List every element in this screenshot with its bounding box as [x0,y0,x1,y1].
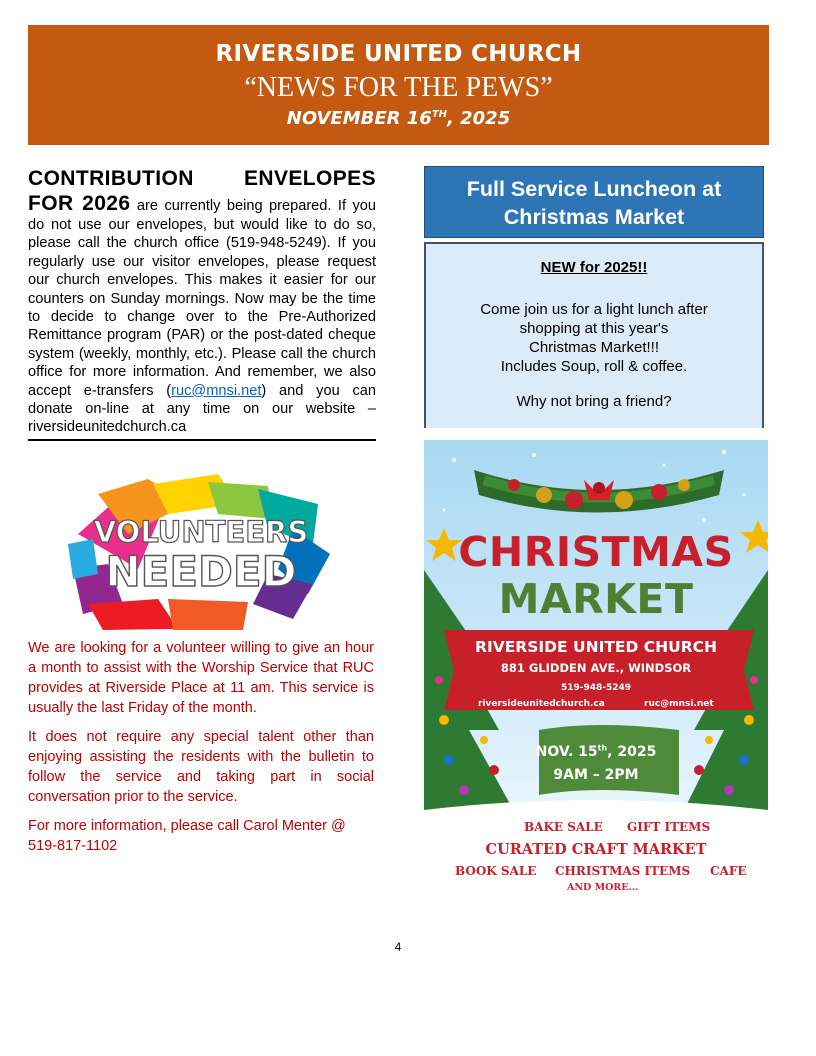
new-label: NEW for 2025!! [540,259,648,276]
volunteer-contact: For more information, please call Carol Menter @ 519-817-1102 [28,818,346,854]
page-number: 4 [394,940,402,954]
newsletter-title: “NEWS FOR THE PEWS” [244,72,553,103]
newsletter-date: NOVEMBER 16TH, 2025 [286,108,511,129]
newsletter-header [28,25,769,145]
luncheon-box [424,242,764,428]
green-date-banner [539,725,679,795]
volunteers-needed-image [68,474,334,632]
luncheon-banner [424,166,764,238]
luncheon-line: Come join us for a light lunch after [480,301,708,318]
poster-item-cafe: CAFE [710,864,747,878]
luncheon-body [436,300,752,376]
poster-item-bake-sale: BAKE SALE [524,820,603,834]
luncheon-banner-line1: Full Service Luncheon at [466,177,722,201]
volunteer-paragraph-2: It does not require any special talent other than enjoying assisting the residents with the bulletin to follow the service and taking part in social conversation prior to the service. [28,729,374,805]
luncheon-banner-line2: Christmas Market [503,205,685,229]
luncheon-line: Christmas Market!!! [528,339,660,356]
luncheon-line: Includes Soup, roll & coffee. [500,358,688,375]
poster-date: NOV. 15th, 2025 [535,743,657,760]
christmas-market-poster [424,440,768,918]
poster-church-name: RIVERSIDE UNITED CHURCH [475,638,717,656]
email-link[interactable]: ruc@mnsi.net [171,382,262,399]
poster-email: ruc@mnsi.net [644,699,714,709]
poster-item-book-sale: BOOK SALE [455,864,537,878]
poster-item-craft-market: CURATED CRAFT MARKET [485,841,707,858]
contribution-text-end: ) and you can donate on-line at any time on our website – riversideunitedchurch.ca [28,382,376,436]
volunteers-text: VOLUNTEERS [93,515,309,549]
luncheon-closing: Why not bring a friend? [516,393,672,410]
poster-title-market: MARKET [498,575,694,623]
snow-ground [424,800,768,918]
luncheon-notice [424,166,764,428]
contribution-heading: CONTRIBUTION ENVELOPES FOR 2026 [28,167,376,215]
contribution-envelopes-article [28,166,376,441]
poster-time: 9AM – 2PM [553,767,639,783]
church-name: RIVERSIDE UNITED CHURCH [215,41,582,67]
needed-text: NEEDED [105,547,297,596]
poster-item-christmas-items: CHRISTMAS ITEMS [555,864,691,878]
volunteer-request-article [28,638,374,865]
volunteer-paragraph-1: We are looking for a volunteer willing to give an hour a month to assist with the Worship Service that RUC provides at Riverside Place at 11 am. This service is usually the last Friday of the month. [28,640,374,716]
poster-website: riversideunitedchurch.ca [478,699,605,709]
luncheon-line: shopping at this year's [519,320,669,337]
poster-address: 881 GLIDDEN AVE., WINDSOR [500,661,692,675]
poster-item-and-more: AND MORE... [567,882,639,893]
poster-item-gift-items: GIFT ITEMS [627,820,711,834]
poster-phone: 519-948-5249 [560,683,632,693]
contribution-text: are currently being prepared. If you do not use our envelopes, but would like to do so, please call the church office (519-948-5249). If you regularly use our visitor envelopes, please request our church envelopes. This makes it easier for our counters on Sunday mornings. Now may be the time to decide to change over to the Pre-Authorized Remittance program (PAR) or the post-dated cheque system (weekly, monthly, etc.). Please call the church office for more information. And remember, we also accept e-transfers ( [28,198,376,399]
poster-title-christmas: CHRISTMAS [458,528,734,576]
